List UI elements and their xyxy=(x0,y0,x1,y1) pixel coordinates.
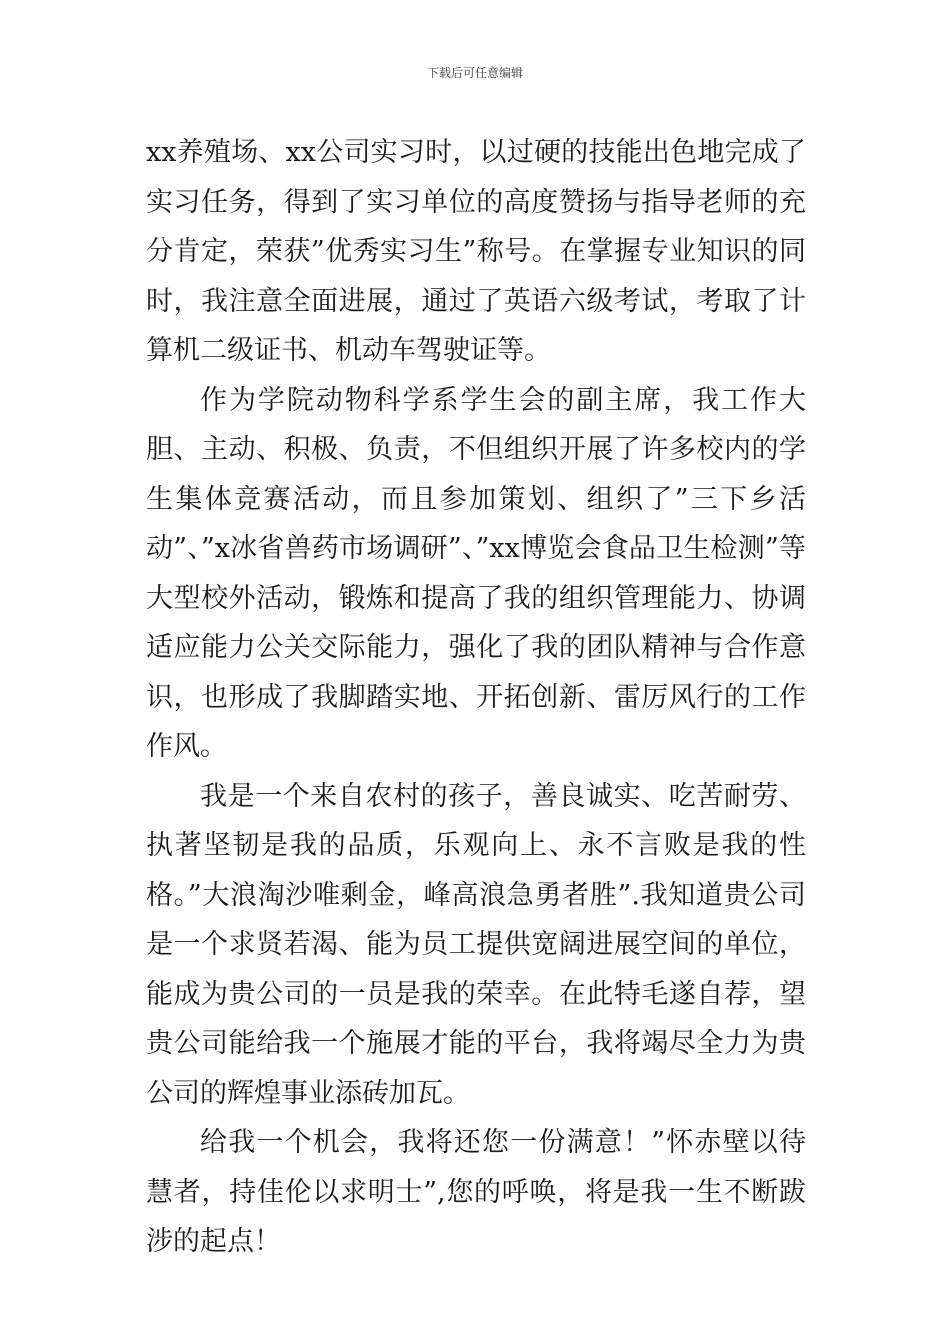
paragraph-4: 给我一个机会，我将还您一份满意！”怀赤壁以待慧者，持佳伦以求明士”,您的呼唤，将是我一生不断跋涉的起点！ xyxy=(146,1127,806,1257)
paragraph-3: 我是一个来自农村的孩子，善良诚实、吃苦耐劳、执著坚韧是我的品质，乐观向上、永不言败是我的性格。”大浪淘沙唯剩金，峰高浪急勇者胜”.我知道贵公司是一个求贤若渴、能为员工提供宽阔进展空间的单位，能成为贵公司的一员是我的荣幸。在此特毛遂自荐，望贵公司能给我一个施展才能的平台，我将竭尽全力为贵公司的辉煌事业添砖加瓦。 xyxy=(146,780,806,1109)
header-note: 下载后可任意编辑 xyxy=(426,66,523,80)
paragraph-1: xx养殖场、xx公司实习时，以过硬的技能出色地完成了实习任务，得到了实习单位的高度赞扬与指导老师的充分肯定，荣获”优秀实习生”称号。在掌握专业知识的同时，我注意全面进展，通过了英语六级考试，考取了计算机二级证书、机动车驾驶证等。 xyxy=(146,137,806,366)
paragraph-2: 作为学院动物科学系学生会的副主席，我工作大胆、主动、积极、负责，不但组织开展了许多校内的学生集体竞赛活动，而且参加策划、组织了”三下乡活动”、”x冰省兽药市场调研”、”xx博览会食品卫生检测”等大型校外活动，锻炼和提高了我的组织管理能力、协调适应能力公关交际能力，强化了我的团队精神与合作意识，也形成了我脚踏实地、开拓创新、雷厉风行的工作作风。 xyxy=(146,384,806,762)
document-body xyxy=(146,128,806,1267)
